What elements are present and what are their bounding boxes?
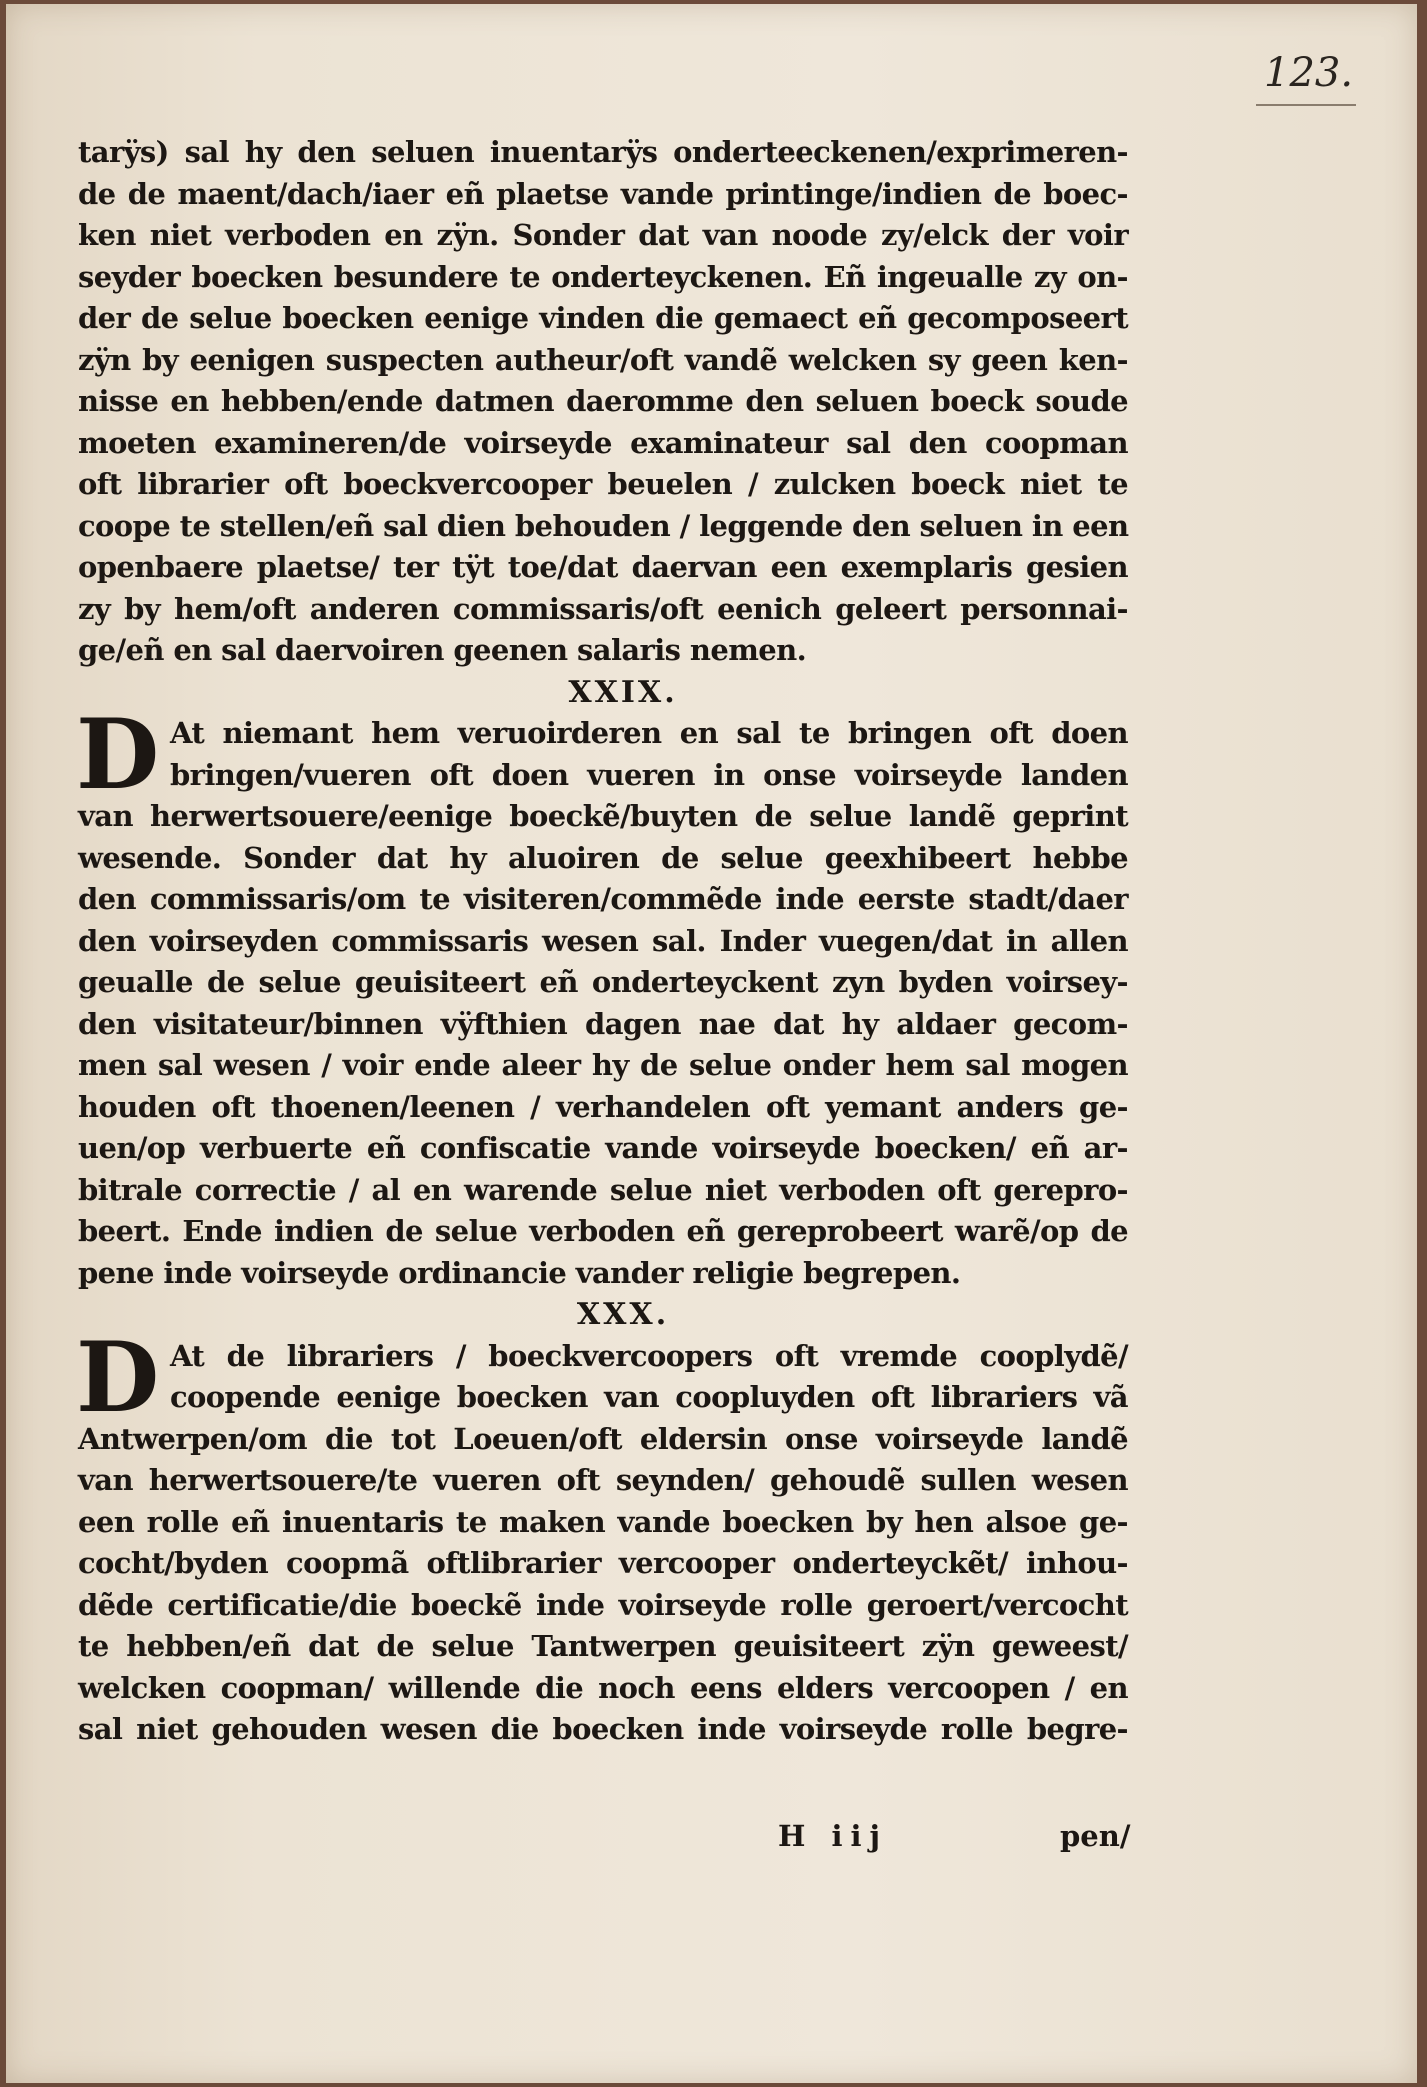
- text-line: een rolle eñ inuentaris te maken vande boecken by hen alsoe ge-: [78, 1504, 1128, 1539]
- text-line: bringen/vueren oft doen vueren in onse voirseyde landen: [170, 757, 1128, 792]
- text-line: van herwertsouere/eenige boeckẽ/buyten de selue landẽ geprint: [78, 799, 1128, 833]
- text-line: oft librarier oft boeckvercooper beuelen / zulcken boeck niet te: [78, 467, 1128, 501]
- text-line: den visitateur/binnen vÿfthien dagen nae dat hy aldaer gecom-: [78, 1006, 1128, 1041]
- folio-underline: [1256, 104, 1356, 106]
- section-xxix: [76, 698, 1128, 1294]
- text-line: moeten examineren/de voirseyde examinateur sal den coopman: [78, 425, 1128, 460]
- text-line: seyder boecken besundere te onderteyckenen. Eñ ingeualle zy on-: [78, 259, 1128, 294]
- text-line: van herwertsouere/te vueren oft seynden/ gehoudẽ sullen wesen: [78, 1463, 1128, 1497]
- text-line: openbaere plaetse/ ter tÿt toe/dat daervan een exemplaris gesien: [78, 550, 1128, 584]
- text-line: de de maent/dach/iaer eñ plaetse vande printinge/indien de boec-: [78, 176, 1128, 211]
- text-line: beert. Ende indien de selue verboden eñ gereprobeert warẽ/op de: [78, 1214, 1128, 1248]
- text-line: bitrale correctie / al en warende selue niet verboden oft gerepro-: [78, 1172, 1128, 1207]
- text-line: sal niet gehouden wesen die boecken inde voirseyde rolle begre-: [78, 1712, 1128, 1746]
- text-line: ken niet verboden en zÿn. Sonder dat van noode zy/elck der voir: [78, 218, 1128, 252]
- catchword: pen/: [1060, 1819, 1131, 1853]
- text-line: wesende. Sonder dat hy aluoiren de selue geexhibeert hebbe: [78, 840, 1128, 875]
- text-line: tarÿs) sal hy den seluen inuentarÿs onderteeckenen/exprimeren-: [78, 135, 1128, 169]
- text-line: Antwerpen/om die tot Loeuen/oft eldersin onse voirseyde landẽ: [78, 1421, 1128, 1456]
- text-line: coope te stellen/eñ sal dien behouden / leggende den seluen in een: [78, 508, 1129, 543]
- document-page: [6, 4, 1417, 2083]
- text-line: dẽde certificatie/die boeckẽ inde voirseyde rolle geroert/vercocht: [78, 1587, 1128, 1622]
- text-column: [78, 132, 1128, 1751]
- text-line: den voirseyden commissaris wesen sal. Inder vuegen/dat in allen: [78, 923, 1128, 958]
- drop-initial: D: [76, 698, 159, 811]
- section-heading-xxix: XXIX.: [568, 674, 678, 710]
- text-line: zy by hem/oft anderen commissaris/oft eenich geleert personnai-: [78, 591, 1128, 626]
- folio-number: 123.: [1264, 50, 1354, 96]
- section-xxx: [76, 1320, 1128, 1751]
- section-heading-xxx: XXX.: [576, 1297, 670, 1332]
- text-line: At niemant hem veruoirderen en sal te bringen oft doen: [170, 716, 1128, 750]
- text-line: uen/op verbuerte eñ confiscatie vande voirseyde boecken/ eñ ar-: [78, 1131, 1128, 1165]
- drop-initial: D: [76, 1320, 159, 1434]
- text-line: houden oft thoenen/leenen / verhandelen oft yemant anders ge-: [78, 1089, 1128, 1124]
- text-line: welcken coopman/ willende die noch eens elders vercoopen / en: [78, 1670, 1128, 1705]
- text-line: geualle de selue geuisiteert eñ onderteyckent zyn byden voirsey-: [78, 965, 1128, 999]
- text-line: pene inde voirseyde ordinancie vander religie begrepen.: [78, 1255, 961, 1290]
- text-line: zÿn by eenigen suspecten autheur/oft vandẽ welcken sy geen ken-: [78, 342, 1128, 377]
- text-line: den commissaris/om te visiteren/commẽde inde eerste stadt/daer: [78, 882, 1128, 916]
- text-line: At de librariers / boeckvercoopers oft vremde cooplydẽ/: [170, 1338, 1128, 1373]
- text-line: coopende eenige boecken van coopluyden oft librariers vã: [170, 1380, 1128, 1414]
- text-line: der de selue boecken eenige vinden die gemaect eñ gecomposeert: [78, 301, 1128, 335]
- text-line: te hebben/eñ dat de selue Tantwerpen geuisiteert zÿn geweest/: [78, 1629, 1128, 1663]
- text-line: cocht/byden coopmã oftlibrarier vercooper onderteyckẽt/ inhou-: [78, 1546, 1128, 1580]
- text-line: nisse en hebben/ende datmen daeromme den seluen boeck soude: [78, 384, 1128, 418]
- text-line: ge/eñ en sal daervoiren geenen salaris nemen.: [78, 633, 807, 667]
- text-line: men sal wesen / voir ende aleer hy de selue onder hem sal mogen: [78, 1048, 1128, 1082]
- signature-mark: H iij: [778, 1819, 889, 1853]
